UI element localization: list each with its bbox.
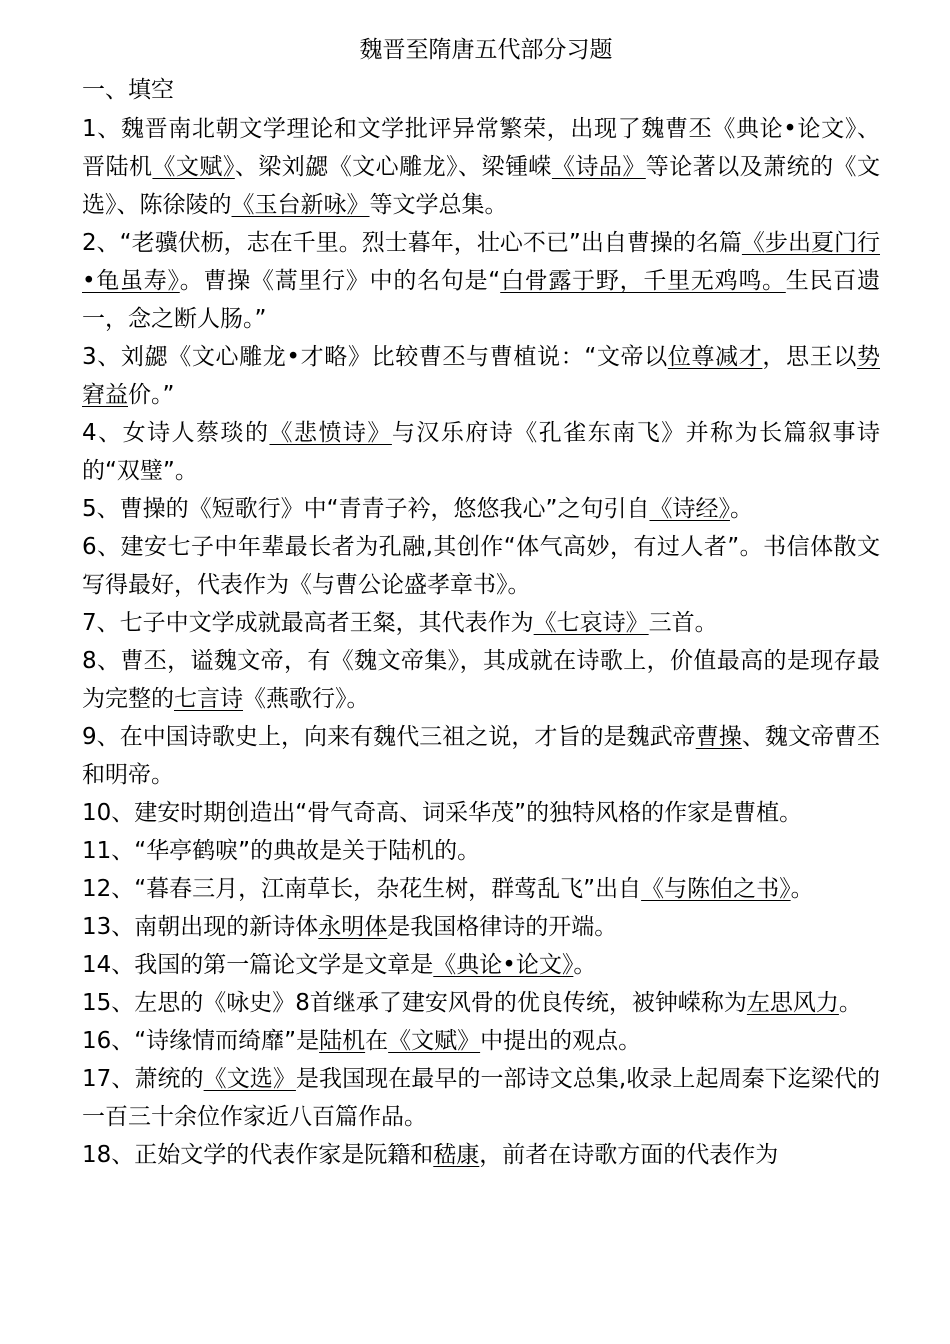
question-text: 17、萧统的 <box>82 1066 204 1092</box>
question-text: 11、“华亭鹤唳”的典故是关于陆机的。 <box>82 838 481 864</box>
answer-blank: 《玉台新咏》 <box>231 192 370 218</box>
question-text: 三首。 <box>648 610 718 636</box>
question-item <box>82 1136 880 1174</box>
question-text: 。 <box>838 990 862 1016</box>
answer-blank: 势窘益 <box>82 344 880 408</box>
question-item <box>82 642 880 718</box>
question-list <box>82 110 880 1174</box>
question-text: 18、正始文学的代表作家是阮籍和 <box>82 1142 434 1168</box>
question-text: 。 <box>573 952 597 978</box>
answer-blank: 永明体 <box>318 914 388 940</box>
question-text: 4、女诗人蔡琰的 <box>82 420 270 446</box>
question-text: 是我国格律诗的开端。 <box>387 914 618 940</box>
question-text: 5、曹操的《短歌行》中“青青子衿，悠悠我心”之句引自 <box>82 496 650 522</box>
question-text: ，思王以 <box>762 344 857 370</box>
question-text: 是我国现在最早的一部诗文总集,收录上起周秦下迄梁代的一百三十余位作家近八百篇作品。 <box>82 1066 881 1130</box>
question-text: ，前者在诗歌方面的代表作为 <box>479 1142 779 1168</box>
question-text: 等论著以及萧统的《文选》、陈徐陵的 <box>82 154 881 218</box>
question-text: 、魏文帝曹丕和明帝。 <box>82 724 881 788</box>
question-item <box>82 718 880 794</box>
question-text: 12、“暮春三月，江南草长，杂花生树，群莺乱飞”出自 <box>82 876 642 902</box>
answer-blank: 《典论•论文》 <box>433 952 574 978</box>
answer-blank: 《诗经》 <box>649 496 730 522</box>
question-item <box>82 870 880 908</box>
answer-blank: 曹操 <box>695 724 742 750</box>
question-text: 15、左思的《咏史》8首继承了建安风骨的优良传统，被钟嵘称为 <box>82 990 747 1016</box>
question-text: 中提出的观点。 <box>480 1028 642 1054</box>
question-item <box>82 1060 880 1136</box>
question-text: 在 <box>365 1028 389 1054</box>
answer-blank: 嵇康 <box>433 1142 480 1168</box>
question-item <box>82 604 880 642</box>
answer-blank: 《悲愤诗》 <box>269 420 392 446</box>
question-item <box>82 832 880 870</box>
question-text: 10、建安时期创造出“骨气奇高、词采华茂”的独特风格的作家是曹植。 <box>82 800 803 826</box>
answer-blank: 位尊减才 <box>667 344 763 370</box>
question-item <box>82 794 880 832</box>
answer-blank: 《文选》 <box>203 1066 296 1092</box>
answer-blank: 《诗品》 <box>551 154 646 180</box>
question-item <box>82 946 880 984</box>
question-text: 。 <box>729 496 753 522</box>
page-title: 魏晋至隋唐五代部分习题 <box>359 37 613 63</box>
question-text: 14、我国的第一篇论文学是文章是 <box>82 952 434 978</box>
question-text: 与汉乐府诗《孔雀东南飞》并称为长篇叙事诗的“双璧”。 <box>82 420 881 484</box>
question-text: 《燕歌行》。 <box>243 686 370 712</box>
question-text: 6、建安七子中年辈最长者为孔融,其创作“体气高妙，有过人者”。书信体散文写得最好，代表作为《与曹公论盛孝章书》。 <box>82 534 880 598</box>
question-text: 16、“诗缘情而绮靡”是 <box>82 1028 320 1054</box>
answer-blank: 《步出夏门行•龟虽寿》 <box>82 230 880 294</box>
question-item <box>82 110 880 224</box>
question-text: 9、在中国诗歌史上，向来有魏代三祖之说，才旨的是魏武帝 <box>82 724 696 750</box>
question-item <box>82 1022 880 1060</box>
answer-blank: 《文赋》 <box>388 1028 481 1054</box>
question-item <box>82 224 880 338</box>
question-text: 8、曹丕，谥魏文帝，有《魏文帝集》，其成就在诗歌上，价值最高的是现存最为完整的 <box>82 648 880 712</box>
question-text: 1、魏晋南北朝文学理论和文学批评异常繁荣，出现了魏曹丕《典论•论文》、晋陆机 <box>82 116 880 180</box>
answer-blank: 陆机 <box>319 1028 366 1054</box>
question-item <box>82 338 880 414</box>
question-text: 13、南朝出现的新诗体 <box>82 914 319 940</box>
question-text: 等文学总集。 <box>369 192 508 218</box>
question-text: 价。” <box>128 382 175 408</box>
question-text: 2、“老骥伏枥，志在千里。烈士暮年，壮心不已”出自曹操的名篇 <box>82 230 742 256</box>
answer-blank: 《文赋》 <box>152 154 235 180</box>
question-text: 。 <box>790 876 814 902</box>
question-text: 7、七子中文学成就最高者王粲，其代表作为 <box>82 610 534 636</box>
question-text: 、梁刘勰《文心雕龙》、梁锺嵘 <box>234 154 552 180</box>
answer-blank: 七言诗 <box>174 686 243 712</box>
question-item <box>82 414 880 490</box>
section-heading: 一、填空 <box>82 77 174 103</box>
question-item <box>82 908 880 946</box>
question-item <box>82 490 880 528</box>
question-text: 3、刘勰《文心雕龙•才略》比较曹丕与曹植说：“文帝以 <box>82 344 668 370</box>
answer-blank: 《与陈伯之书》 <box>641 876 791 902</box>
answer-blank: 《七哀诗》 <box>533 610 649 636</box>
question-item <box>82 984 880 1022</box>
question-text: 。曹操《蒿里行》中的名句是“ <box>179 268 501 294</box>
answer-blank: 左思风力 <box>746 990 839 1016</box>
answer-blank: 白骨露于野，千里无鸡鸣。 <box>500 268 786 294</box>
question-text: 生民百遗一，念之断人肠。” <box>82 268 881 332</box>
question-item <box>82 528 880 604</box>
